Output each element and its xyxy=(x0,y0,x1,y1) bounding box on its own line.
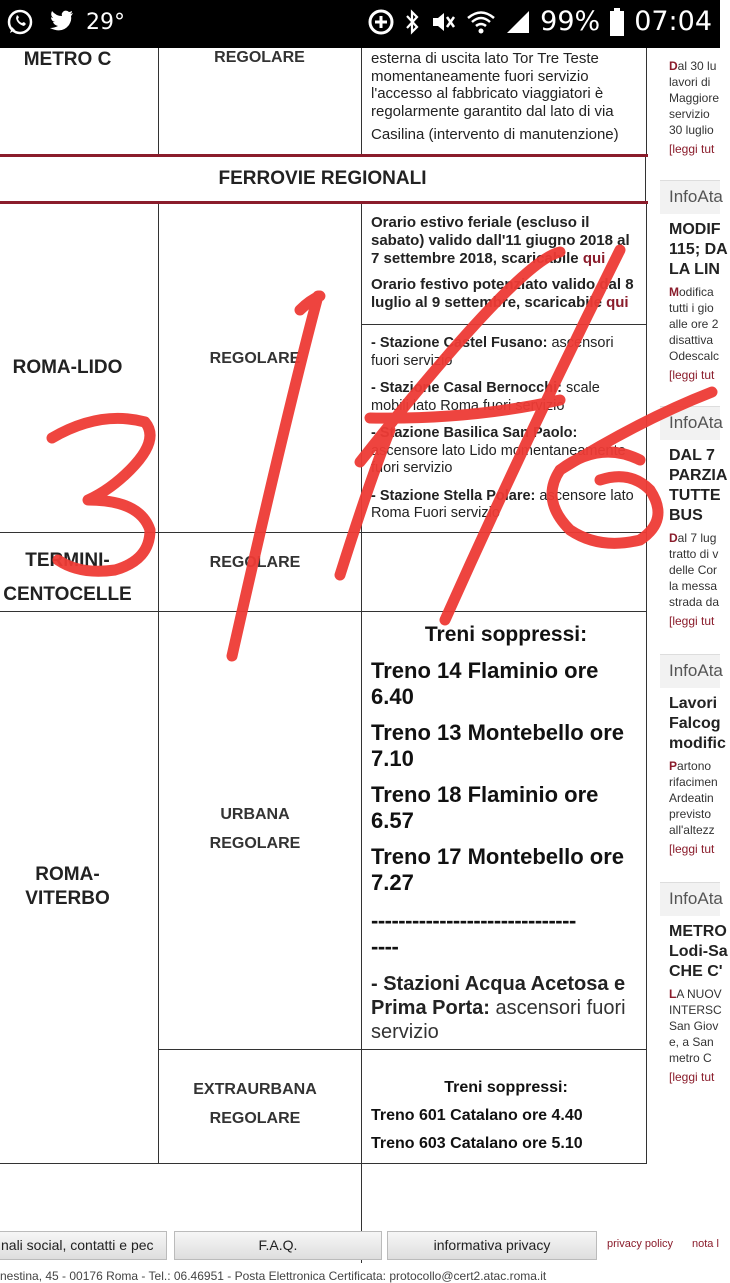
privacy-info-button[interactable]: informativa privacy xyxy=(387,1231,597,1260)
card-header: InfoAta xyxy=(660,406,720,440)
line-name-metro-c: METRO C xyxy=(23,49,112,70)
extraurbana-details: Treni soppressi: Treno 601 Catalano ore 4.40 Treno 603 Catalano ore 5.10 xyxy=(371,1074,641,1158)
download-estivo-link[interactable]: qui xyxy=(582,250,606,267)
news-card[interactable]: InfoAta Lavori Falcog modific Partono rifacimen Ardeatin previsto all'altezz [leggi tut xyxy=(660,654,720,856)
card-title: Lavori Falcog modific xyxy=(669,695,726,752)
status-viterbo-extraurbana: EXTRAURBANA REGOLARE xyxy=(193,1081,317,1127)
card-title: MODIF 115; DA LA LIN xyxy=(669,221,728,278)
bluetooth-icon xyxy=(404,8,420,36)
news-card[interactable]: InfoAta METRO Lodi-Sa CHE C' LA NUOV INTERSC San Giov e, a San metro C [leggi tut xyxy=(660,882,720,1084)
download-festivo-link[interactable]: qui xyxy=(606,294,629,311)
card-header: InfoAta xyxy=(660,882,720,916)
list-item: Treno 601 Catalano ore 4.40 xyxy=(371,1107,583,1124)
status-roma-lido: REGOLARE xyxy=(209,350,301,367)
list-item: Treno 14 Flaminio ore 6.40 xyxy=(371,658,599,709)
list-item: - Stazione Castel Fusano: ascensori fuori servizio xyxy=(371,335,614,369)
social-contacts-button[interactable]: nali social, contatti e pec xyxy=(0,1231,167,1260)
footer-address: nestina, 45 - 00176 Roma - Tel.: 06.46951 - Posta Elettronica Certificata: protocollo@cert2.atac.roma.it xyxy=(0,1269,547,1283)
read-more-link[interactable]: [leggi tut xyxy=(669,368,715,382)
read-more-link[interactable]: [leggi tut xyxy=(669,1070,715,1084)
card-header: InfoAta xyxy=(660,180,720,214)
orario-roma-lido: Orario estivo feriale (escluso il sabato) valido dall'11 giugno 2018 al 7 settembre 2018, scaricabile qui Orario festivo potenziato valido dal 8 luglio al 9 settembre, scaricabile qui xyxy=(371,214,634,311)
data-saver-icon xyxy=(367,8,395,36)
list-item: Treno 603 Catalano ore 5.10 xyxy=(371,1135,583,1152)
list-item: - Stazioni Acqua Acetosa e Prima Porta: ascensori fuori servizio xyxy=(371,973,626,1043)
battery-percent: 99% xyxy=(540,6,601,37)
faq-button[interactable]: F.A.Q. xyxy=(174,1231,382,1260)
card-header: InfoAta xyxy=(660,654,720,688)
infoatac-sidebar xyxy=(660,48,728,1208)
legal-notes-link[interactable]: nota l xyxy=(692,1238,719,1250)
status-termini: REGOLARE xyxy=(209,554,301,571)
news-card[interactable]: InfoAta MODIF 115; DA LA LIN Modifica tutti i gio alle ore 2 disattiva Odescalc [leggi tut xyxy=(660,180,720,382)
note-metro-c: esterna di uscita lato Tor Tre Teste momentaneamente fuori servizio l'accesso al fabbricato viaggiatori è regolarmente garantito dal lato di via Casilina (intervento di manutenzione) xyxy=(371,50,619,143)
whatsapp-icon xyxy=(6,8,34,36)
battery-icon xyxy=(609,7,625,37)
list-item: Treno 13 Montebello ore 7.10 xyxy=(371,720,625,771)
wifi-icon xyxy=(466,8,496,36)
status-bar xyxy=(0,0,720,48)
news-card[interactable]: InfoAta DAL 7 PARZIA TUTTE BUS Dal 7 lug tratto di v delle Cor la messa strada da [leggi tut xyxy=(660,406,720,628)
list-item: Treno 18 Flaminio ore 6.57 xyxy=(371,782,599,833)
list-item: - Stazione Stella Polare: ascensore lato Roma Fuori servizio xyxy=(371,487,634,521)
read-more-link[interactable]: [leggi tut xyxy=(669,142,715,156)
card-title: METRO Lodi-Sa CHE C' xyxy=(669,923,728,980)
status-table xyxy=(0,48,648,1163)
list-item: - Stazione Basilica San Paolo: ascensore lato Lido momentaneamente fuori servizio xyxy=(371,425,626,476)
soppressi-title: Treni soppressi: xyxy=(424,623,588,646)
section-header: FERROVIE REGIONALI xyxy=(0,157,646,201)
list-item: Treno 17 Montebello ore 7.27 xyxy=(371,844,625,895)
read-more-link[interactable]: [leggi tut xyxy=(669,614,715,628)
separator-dashes: ------------------------------ ---- xyxy=(371,908,576,959)
line-name-roma-viterbo: ROMA- VITERBO xyxy=(25,864,110,909)
mute-icon xyxy=(429,8,457,36)
read-more-link[interactable]: [leggi tut xyxy=(669,842,715,856)
line-name-roma-lido: ROMA-LIDO xyxy=(12,357,123,378)
urbana-details xyxy=(371,622,641,1044)
card-title: DAL 7 PARZIA TUTTE BUS xyxy=(669,447,728,524)
privacy-policy-link[interactable]: privacy policy xyxy=(607,1238,674,1250)
twitter-icon xyxy=(46,10,74,34)
line-name-termini: TERMINI- CENTOCELLE xyxy=(3,550,132,605)
signal-icon xyxy=(505,8,531,36)
clock: 07:04 xyxy=(634,6,712,37)
stations-roma-lido xyxy=(371,335,641,523)
status-viterbo-urbana: URBANA REGOLARE xyxy=(209,806,301,852)
list-item: - Stazione Casal Bernocchi: scale mobili lato Roma fuori servizio xyxy=(371,380,600,414)
status-metro-c: REGOLARE xyxy=(214,49,305,66)
news-card[interactable]: Dal 30 lu lavori di Maggiore servizio 30 luglio [leggi tut xyxy=(660,54,720,156)
temperature: 29° xyxy=(86,9,125,35)
